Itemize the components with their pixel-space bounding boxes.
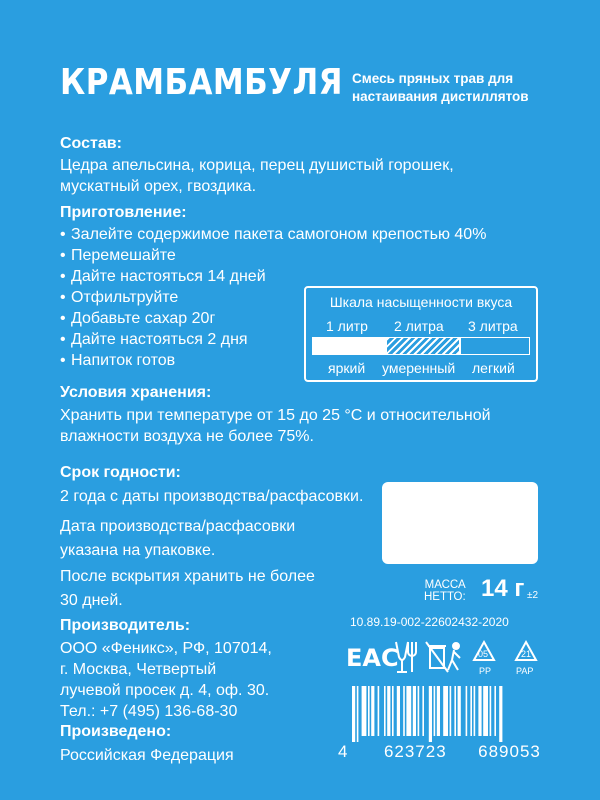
subtitle-line-2: настаивания дистиллятов xyxy=(352,89,529,104)
origin-country: Российская Федерация xyxy=(60,747,234,764)
net-mass-value: 14 г xyxy=(481,575,525,602)
pap-recycle-icon xyxy=(516,642,536,676)
taste-scale-box xyxy=(304,286,538,382)
composition-text xyxy=(60,155,454,197)
net-mass-label: МАССА НЕТТО: xyxy=(424,579,466,603)
scale-volume-3: 3 литра xyxy=(468,318,518,334)
barcode-bar xyxy=(470,686,472,736)
producer-address: ООО «Феникс», РФ, 107014, г. Москва, Четвертый лучевой просек д. 4, оф. 30. Тел.: +7 (495) 136-68-30 xyxy=(60,640,272,720)
net-mass-tolerance: ±2 xyxy=(527,590,539,601)
scale-volume-1: 1 литр xyxy=(326,318,368,334)
barcode-bar xyxy=(466,686,468,736)
taste-scale-title: Шкала насыщенности вкуса xyxy=(329,294,513,310)
shelf-life-text: 2 года с даты производства/расфасовки. xyxy=(60,488,364,505)
scale-segment-moderate xyxy=(386,337,460,355)
barcode-bar xyxy=(406,686,411,736)
marks-svg xyxy=(344,636,554,680)
barcode-bar xyxy=(387,686,390,736)
svg-text:PAP: PAP xyxy=(516,666,534,676)
storage-line-1: Хранить при температуре от 15 до 25 °С и относительной xyxy=(60,407,491,424)
food-safe-icon xyxy=(396,642,416,672)
barcode-bar xyxy=(474,686,476,736)
subtitle-line-1: Смесь пряных трав для xyxy=(352,71,514,86)
storage-line-2: влажности воздуха не более 75%. xyxy=(60,428,314,445)
step-item: • Дайте настояться 14 дней xyxy=(60,268,266,285)
bullet-icon: • xyxy=(60,247,66,264)
shelf-life-heading: Срок годности: xyxy=(60,464,181,481)
step-item: • Добавьте сахар 20г xyxy=(60,310,216,327)
barcode-bar xyxy=(392,686,394,736)
taste-scale-bar xyxy=(312,337,530,355)
after-opening-note: После вскрытия хранить не более 30 дней. xyxy=(60,568,315,609)
barcode-bar xyxy=(371,686,374,736)
storage-text xyxy=(60,405,491,447)
step-item: • Перемешайте xyxy=(60,247,176,264)
barcode-bar xyxy=(450,686,452,736)
barcode-bars-icon xyxy=(350,686,546,742)
scale-level-1: яркий xyxy=(328,360,366,376)
marks-row xyxy=(344,636,554,680)
barcode-bar xyxy=(422,686,424,736)
barcode-bar xyxy=(458,686,461,736)
barcode xyxy=(350,686,546,742)
eac-mark-icon: ЕАС xyxy=(346,644,399,672)
bullet-icon: • xyxy=(60,289,66,306)
step-item: • Дайте настояться 2 дня xyxy=(60,331,248,348)
barcode-digits: 4 623723 689053 xyxy=(338,742,541,761)
composition-heading: Состав: xyxy=(60,135,122,152)
barcode-bar xyxy=(397,686,400,736)
bullet-icon: • xyxy=(60,226,66,243)
production-date-note: Дата производства/расфасовки указана на упаковке. xyxy=(60,518,296,559)
producer-heading: Производитель: xyxy=(60,617,191,634)
composition-line-2: мускатный орех, гвоздика. xyxy=(60,178,257,195)
scale-segment-light xyxy=(460,337,530,355)
bullet-icon: • xyxy=(60,268,66,285)
barcode-bar xyxy=(384,686,386,736)
pp-recycle-icon xyxy=(474,642,494,676)
barcode-bar xyxy=(418,686,420,736)
barcode-bar xyxy=(437,686,440,736)
product-title: КРАМБАМБУЛЯ xyxy=(60,62,343,103)
scale-segment-bright xyxy=(312,337,386,355)
scale-level-2: умеренный xyxy=(382,360,456,376)
scale-level-3: легкий xyxy=(472,360,515,376)
storage-heading: Условия хранения: xyxy=(60,384,212,401)
step-item: • Отфильтруйте xyxy=(60,289,179,306)
scale-volume-2: 2 литра xyxy=(394,318,444,334)
barcode-bar xyxy=(357,686,359,742)
barcode-bar xyxy=(499,686,502,742)
step-item: • Напиток готов xyxy=(60,352,176,369)
barcode-bar xyxy=(494,686,496,736)
barcode-bar xyxy=(478,686,481,736)
barcode-bar xyxy=(413,686,416,736)
barcode-bar xyxy=(352,686,355,742)
composition-line-1: Цедра апельсина, корица, перец душистый горошек, xyxy=(60,157,454,174)
svg-text:PP: PP xyxy=(479,666,492,676)
barcode-bar xyxy=(368,686,370,736)
bullet-icon: • xyxy=(60,310,66,327)
step-item: • Залейте содержимое пакета самогоном крепостью 40% xyxy=(60,226,487,243)
bullet-icon: • xyxy=(60,352,66,369)
bullet-icon: • xyxy=(60,331,66,348)
barcode-bar xyxy=(403,686,405,736)
product-subtitle xyxy=(352,70,552,106)
barcode-bar xyxy=(483,686,488,736)
date-stamp-area xyxy=(382,482,538,564)
origin-heading: Произведено: xyxy=(60,723,172,740)
barcode-bar xyxy=(434,686,436,736)
certification-code: 10.89.19-002-22602432-2020 xyxy=(350,615,509,629)
recycle-bin-icon xyxy=(426,642,460,672)
preparation-heading: Приготовление: xyxy=(60,204,187,221)
barcode-bar xyxy=(490,686,492,736)
barcode-bar xyxy=(429,686,432,742)
barcode-bar xyxy=(378,686,380,736)
svg-text:21: 21 xyxy=(521,649,532,659)
svg-text:05: 05 xyxy=(478,649,489,659)
barcode-bar xyxy=(443,686,448,736)
barcode-bar xyxy=(454,686,456,736)
barcode-bar xyxy=(362,686,367,736)
